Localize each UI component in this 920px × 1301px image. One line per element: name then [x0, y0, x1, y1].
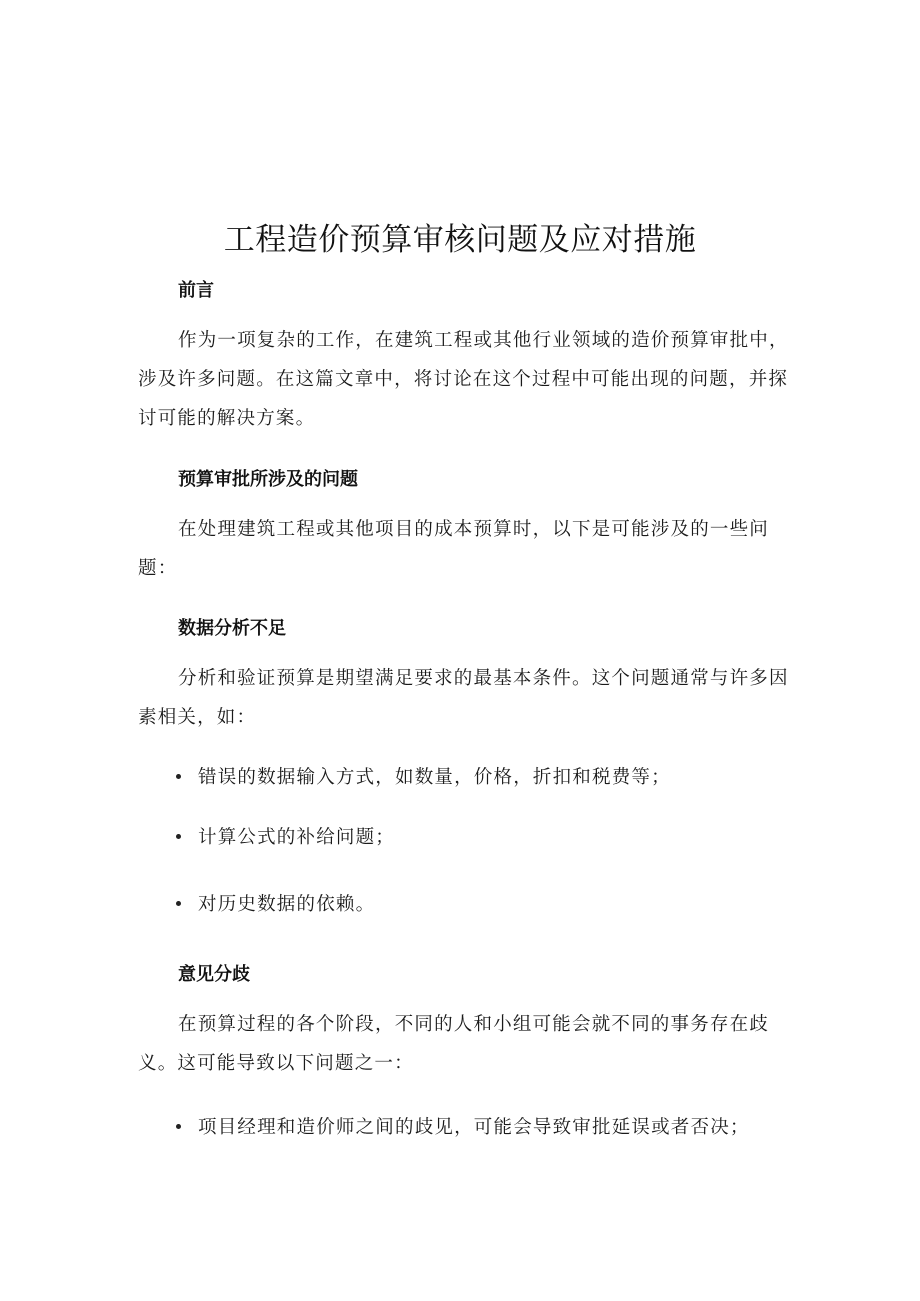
list-item — [176, 763, 796, 789]
bullet-icon — [176, 834, 181, 839]
list-item-text: 项目经理和造价师之间的歧见，可能会导致审批延误或者否决； — [198, 1117, 750, 1138]
document-title: 工程造价预算审核问题及应对措施 — [223, 222, 697, 258]
paragraph-data-analysis: 分析和验证预算是期望满足要求的最基本条件。这个问题通常与许多因素相关，如： — [138, 668, 789, 728]
bullet-icon — [176, 774, 181, 779]
list-item — [176, 1113, 796, 1139]
list-item-text: 对历史数据的依赖。 — [198, 894, 376, 915]
section-heading-disagreement: 意见分歧 — [178, 964, 250, 985]
list-item — [176, 890, 796, 916]
paragraph-issues: 在处理建筑工程或其他项目的成本预算时，以下是可能涉及的一些问题： — [138, 519, 770, 579]
bullet-icon — [176, 1124, 181, 1129]
list-item-text: 错误的数据输入方式，如数量，价格，折扣和税费等； — [198, 767, 671, 788]
list-item-text: 计算公式的补给问题； — [198, 827, 396, 848]
list-item — [176, 823, 796, 849]
paragraph-preface: 作为一项复杂的工作，在建筑工程或其他行业领域的造价预算审批中，涉及许多问题。在这篇文章中，将讨论在这个过程中可能出现的问题，并探讨可能的解决方案。 — [138, 330, 789, 429]
section-heading-issues: 预算审批所涉及的问题 — [178, 469, 358, 490]
bullet-icon — [176, 901, 181, 906]
section-heading-data-analysis: 数据分析不足 — [178, 618, 286, 639]
section-heading-preface: 前言 — [178, 280, 214, 301]
paragraph-disagreement: 在预算过程的各个阶段，不同的人和小组可能会就不同的事务存在歧义。这可能导致以下问题之一： — [138, 1014, 770, 1074]
